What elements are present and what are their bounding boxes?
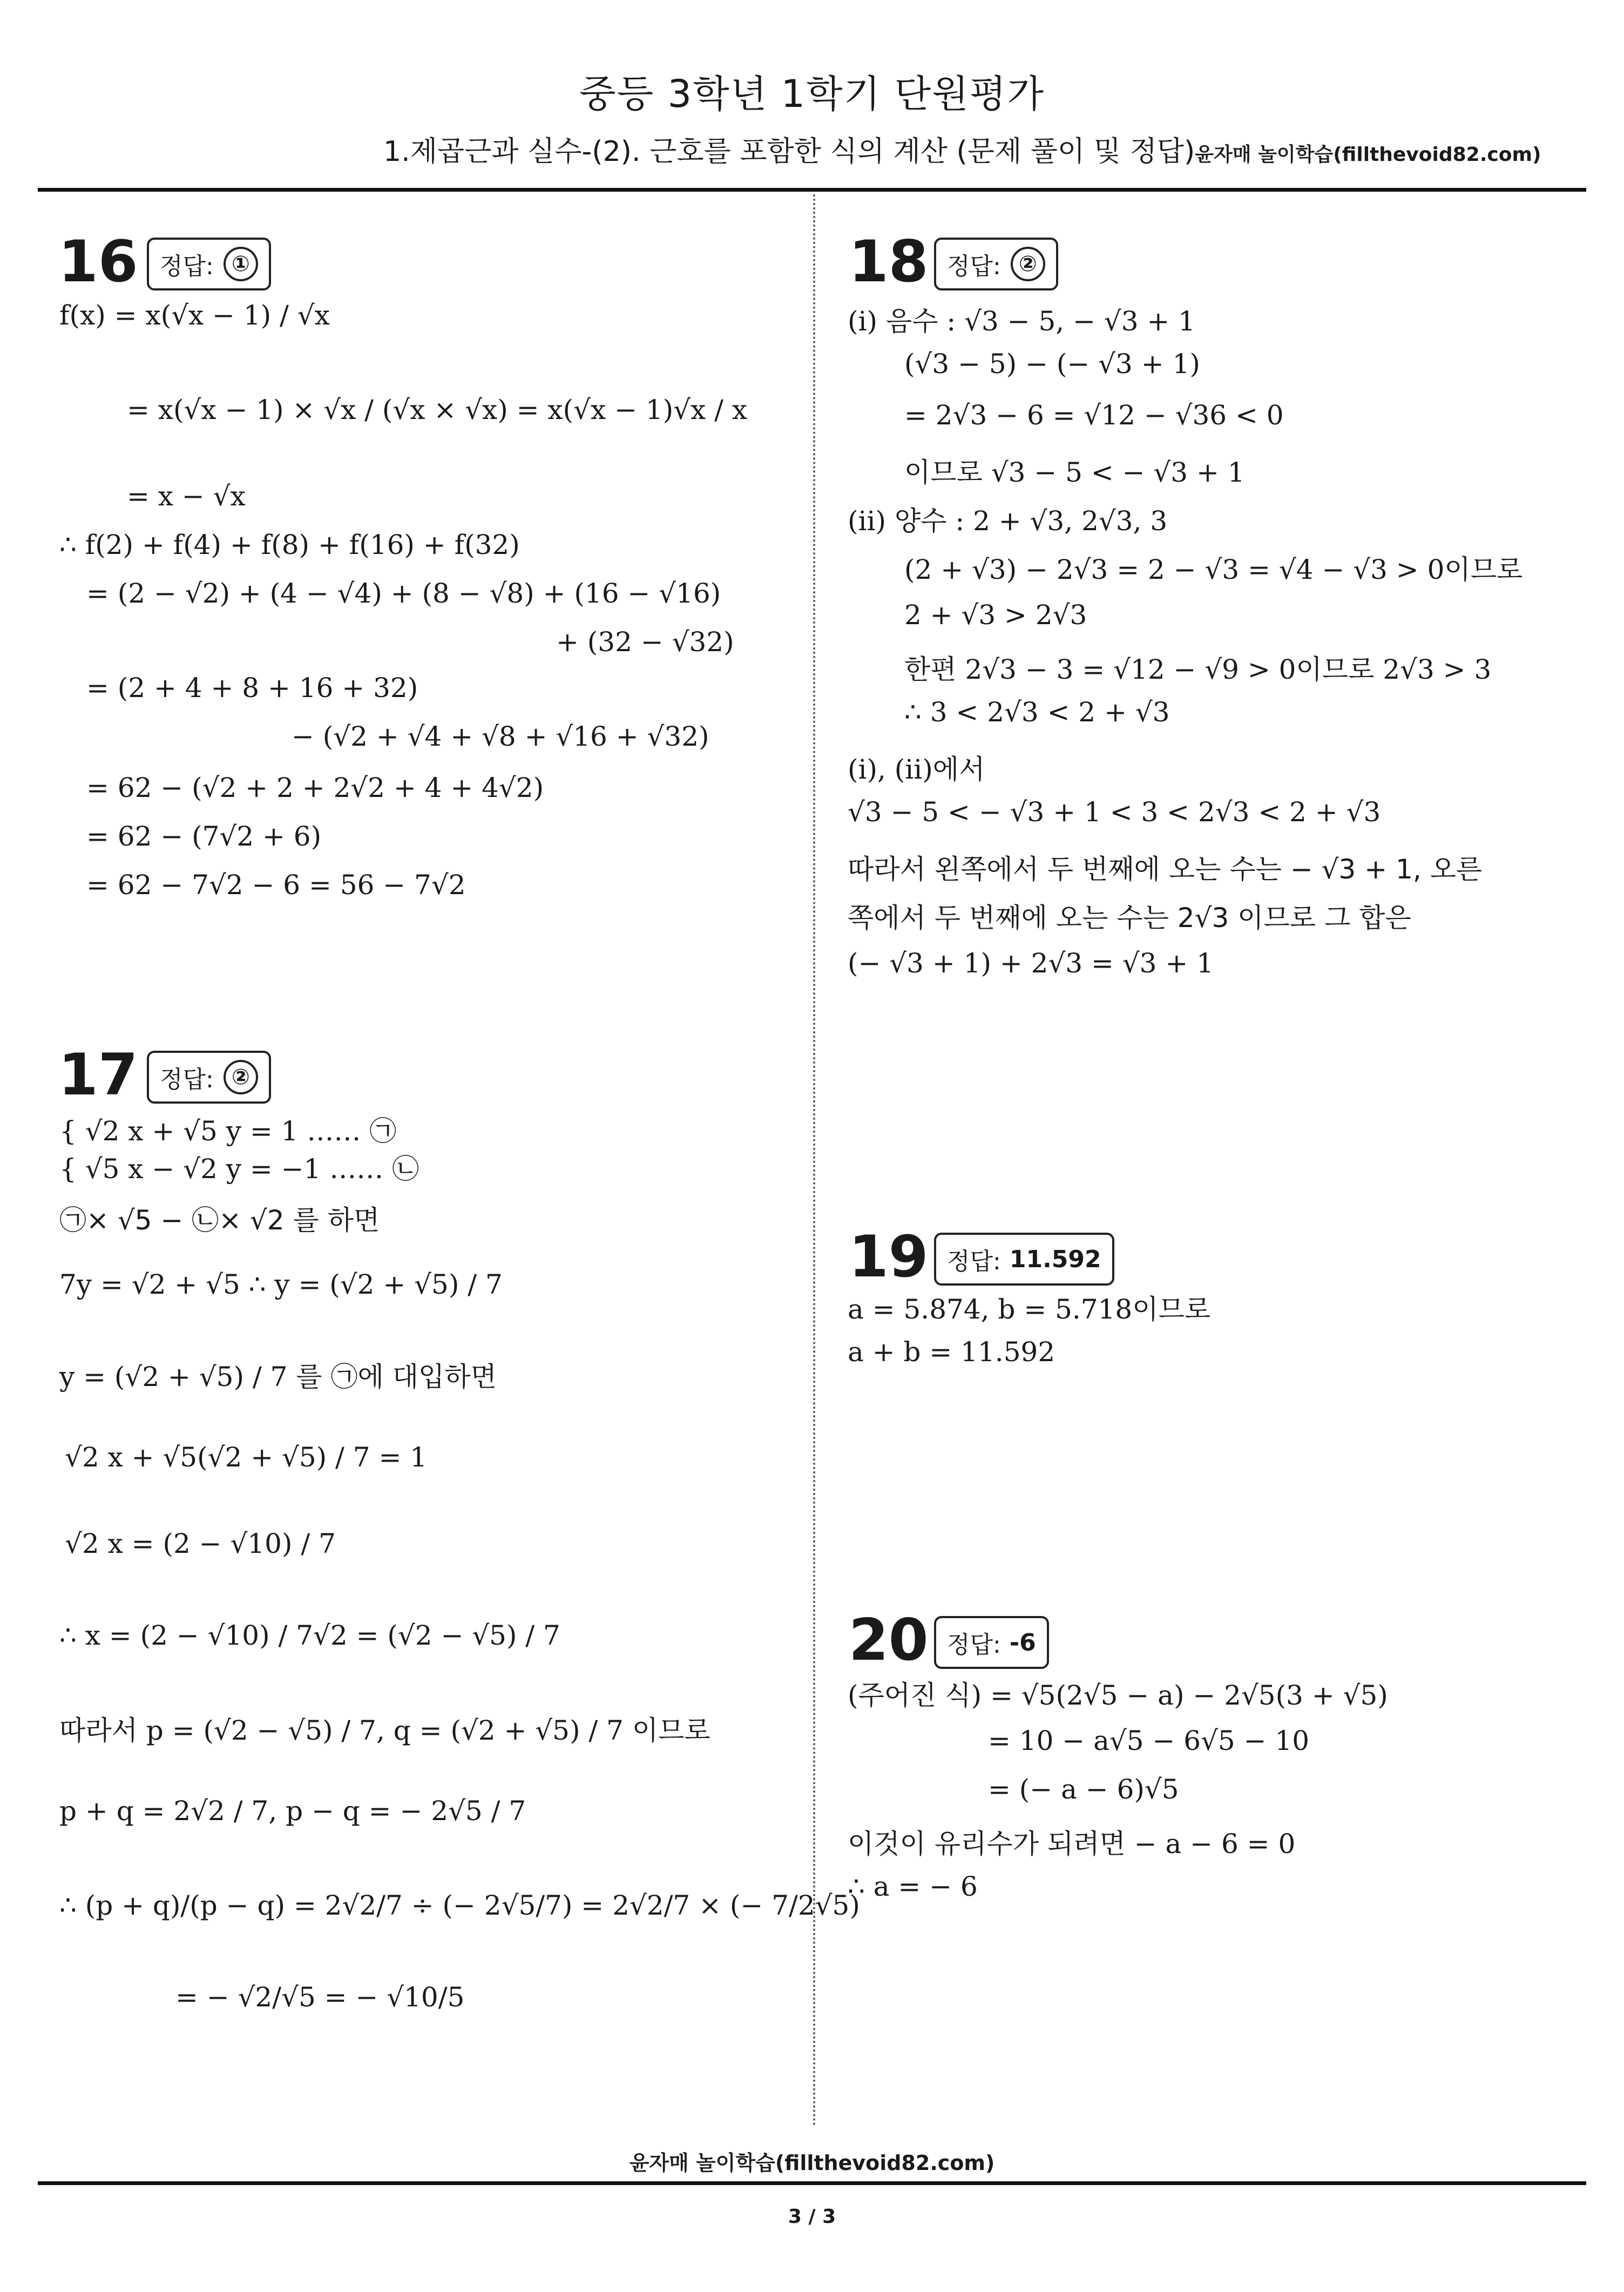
solution-line: = (− a − 6)√5 [988, 1774, 1179, 1805]
problem-number-18: 18 [849, 228, 929, 295]
solution-line: = x − √x [127, 481, 246, 512]
solution-line: ㉠× √5 − ㉡× √2 를 하면 [59, 1205, 380, 1236]
problem-number-17: 17 [58, 1042, 138, 1108]
page-title: 중등 3학년 1학기 단원평가 [579, 72, 1045, 116]
solution-line: a = 5.874, b = 5.718이므로 [848, 1294, 1211, 1325]
answer-badge-16 [147, 238, 271, 290]
solution-line: (주어진 식) = √5(2√5 − a) − 2√5(3 + √5) [848, 1680, 1388, 1711]
column-divider [813, 194, 815, 2127]
solution-line: = − √2/√5 = − √10/5 [175, 1982, 465, 2013]
solution-line: = 10 − a√5 − 6√5 − 10 [988, 1725, 1310, 1756]
solution-line: = x(√x − 1) × √x / (√x × √x) = x(√x − 1)√x / x [127, 394, 748, 425]
footer-rule [38, 2181, 1586, 2185]
solution-line: 따라서 p = (√2 − √5) / 7, q = (√2 + √5) / 7 이므로 [59, 1715, 710, 1746]
footer-site: 윤자매 놀이학습(fillthevoid82.com) [629, 2151, 995, 2175]
solution-line: − (√2 + √4 + √8 + √16 + √32) [292, 721, 709, 752]
solution-line: = 62 − (7√2 + 6) [86, 821, 322, 852]
answer-value-16: ① [224, 247, 258, 281]
answer-badge-20 [934, 1616, 1049, 1669]
solution-line: (ⅰ), (ⅱ)에서 [848, 754, 985, 785]
solution-line: a + b = 11.592 [848, 1336, 1055, 1368]
solution-line: = 2√3 − 6 = √12 − √36 < 0 [904, 400, 1284, 431]
answer-value-20: -6 [1009, 1628, 1036, 1657]
answer-label: 정답: [160, 253, 214, 280]
answer-value-19: 11.592 [1009, 1245, 1101, 1273]
solution-line: (− √3 + 1) + 2√3 = √3 + 1 [848, 948, 1214, 979]
problem-number-20: 20 [849, 1607, 929, 1673]
solution-line: f(x) = x(√x − 1) / √x [59, 300, 330, 331]
subtitle-text: 1.제곱근과 실수-(2). 근호를 포함한 식의 계산 (문제 풀이 및 정답) [383, 136, 1195, 168]
solution-line: 이므로 √3 − 5 < − √3 + 1 [904, 457, 1245, 488]
solution-line: 쪽에서 두 번째에 오는 수는 2√3 이므로 그 합은 [848, 902, 1411, 934]
answer-badge-17 [147, 1051, 271, 1104]
answer-label: 정답: [947, 1631, 1001, 1659]
problem-number-16: 16 [58, 228, 138, 295]
solution-line: = 62 − 7√2 − 6 = 56 − 7√2 [86, 869, 466, 901]
page-subtitle [383, 129, 1541, 169]
solution-line: (√3 − 5) − (− √3 + 1) [904, 348, 1200, 380]
header-rule [38, 188, 1586, 192]
solution-line: (2 + √3) − 2√3 = 2 − √3 = √4 − √3 > 0이므로 [904, 554, 1523, 585]
solution-line: { √2 x + √5 y = 1 …… ㉠ [59, 1115, 397, 1147]
solution-line: y = (√2 + √5) / 7 를 ㉠에 대입하면 [59, 1361, 497, 1392]
solution-line: { √5 x − √2 y = −1 …… ㉡ [59, 1153, 419, 1185]
solution-line: (ⅰ) 음수 : √3 − 5, − √3 + 1 [848, 306, 1196, 337]
solution-line: = (2 − √2) + (4 − √4) + (8 − √8) + (16 − √16) [86, 578, 721, 609]
solution-line: ∴ x = (2 − √10) / 7√2 = (√2 − √5) / 7 [59, 1620, 560, 1651]
solution-line: (ⅱ) 양수 : 2 + √3, 2√3, 3 [848, 505, 1168, 537]
solution-line: = 62 − (√2 + 2 + 2√2 + 4 + 4√2) [86, 772, 544, 803]
solution-line: ∴ f(2) + f(4) + f(8) + f(16) + f(32) [59, 529, 520, 560]
solution-line: ∴ (p + q)/(p − q) = 2√2/7 ÷ (− 2√5/7) = 2√2/7 × (− 7/2√5) [59, 1890, 860, 1921]
problem-number-19: 19 [849, 1223, 929, 1290]
answer-label: 정답: [947, 1248, 1001, 1275]
answer-label: 정답: [160, 1066, 214, 1093]
solution-line: 이것이 유리수가 되려면 − a − 6 = 0 [848, 1828, 1296, 1860]
answer-label: 정답: [947, 253, 1001, 280]
answer-value-17: ② [224, 1060, 258, 1094]
solution-line: = (2 + 4 + 8 + 16 + 32) [86, 672, 418, 704]
solution-line: 따라서 왼쪽에서 두 번째에 오는 수는 − √3 + 1, 오른 [848, 854, 1483, 885]
answer-badge-19 [934, 1233, 1114, 1286]
solution-line: ∴ a = − 6 [848, 1871, 978, 1902]
solution-line: p + q = 2√2 / 7, p − q = − 2√5 / 7 [59, 1795, 526, 1827]
solution-line: √2 x = (2 − √10) / 7 [65, 1528, 336, 1559]
answer-value-18: ② [1011, 247, 1045, 281]
answer-badge-18 [934, 238, 1058, 290]
solution-line: 한편 2√3 − 3 = √12 − √9 > 0이므로 2√3 > 3 [904, 654, 1492, 685]
solution-line: √3 − 5 < − √3 + 1 < 3 < 2√3 < 2 + √3 [848, 796, 1381, 828]
page-number: 3 / 3 [788, 2206, 836, 2228]
solution-line: + (32 − √32) [556, 626, 734, 658]
solution-line: √2 x + √5(√2 + √5) / 7 = 1 [65, 1442, 428, 1473]
solution-line: 7y = √2 + √5 ∴ y = (√2 + √5) / 7 [59, 1269, 503, 1300]
solution-line: 2 + √3 > 2√3 [904, 599, 1087, 631]
solution-line: ∴ 3 < 2√3 < 2 + √3 [904, 697, 1170, 728]
header-site: 윤자매 놀이학습(fillthevoid82.com) [1195, 144, 1541, 166]
